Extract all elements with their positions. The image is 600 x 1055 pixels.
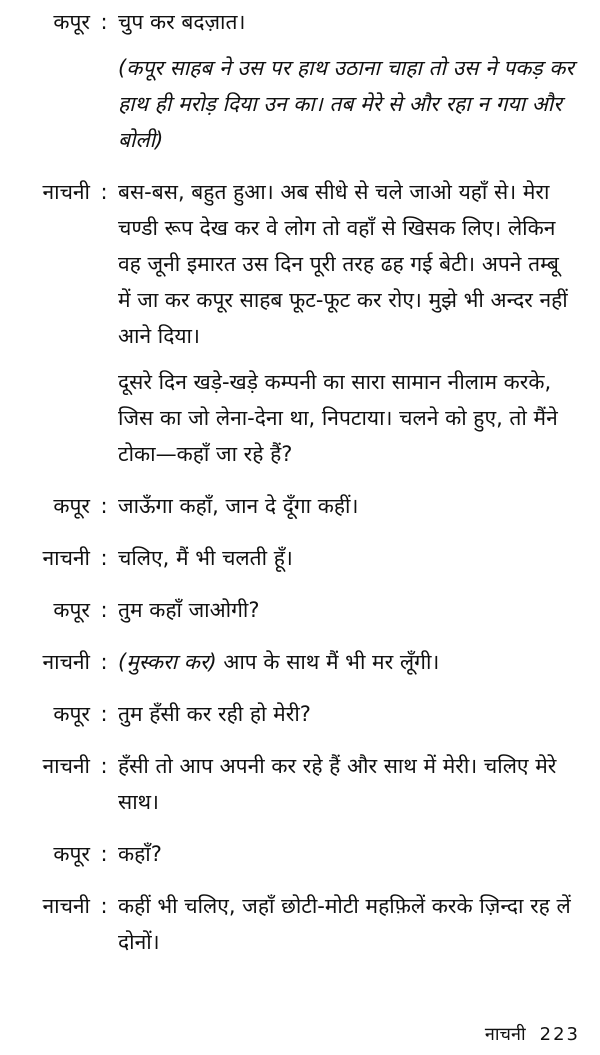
speech-paragraph: कहाँ? — [118, 842, 162, 866]
speech-paragraph: तुम कहाँ जाओगी? — [118, 598, 260, 622]
speaker-separator: : — [100, 494, 108, 518]
speech-text: आप के साथ मैं भी मर लूँगी। — [216, 650, 440, 674]
speaker-name: नाचनी — [42, 754, 90, 778]
dialogue-entry — [0, 696, 600, 732]
dialogue-entry — [0, 540, 600, 576]
speaker-separator: : — [100, 180, 108, 204]
speaker-separator: : — [100, 754, 108, 778]
speaker-separator: : — [100, 842, 108, 866]
speaker-separator: : — [100, 702, 108, 726]
speech-block — [118, 644, 578, 680]
speech-block — [118, 836, 578, 872]
dialogue-entry — [0, 888, 600, 960]
speaker-name: कपूर — [53, 598, 90, 622]
stage-direction: (कपूर साहब ने उस पर हाथ उठाना चाहा तो उस ने पकड़ कर हाथ ही मरोड़ दिया उन का। तब मेरे से और रहा न गया और बोली) — [118, 56, 574, 152]
dialogue-entry — [0, 644, 600, 680]
speech-paragraph: जाऊँगा कहाँ, जान दे दूँगा कहीं। — [118, 494, 359, 518]
speaker-name: नाचनी — [42, 180, 90, 204]
speaker-separator: : — [100, 650, 108, 674]
running-title: नाचनी — [484, 1024, 526, 1045]
speech-block — [118, 592, 578, 628]
speech-block — [118, 748, 578, 820]
speech-paragraph: कहीं भी चलिए, जहाँ छोटी-मोटी महफ़िलें करके ज़िन्दा रह लें दोनों। — [118, 894, 571, 954]
speaker-separator: : — [100, 598, 108, 622]
speaker-name: कपूर — [53, 494, 90, 518]
speaker-name: कपूर — [53, 10, 90, 34]
page-number: 223 — [539, 1024, 580, 1045]
speech-paragraph: चलिए, मैं भी चलती हूँ। — [118, 546, 293, 570]
speech-paragraph: दूसरे दिन खड़े-खड़े कम्पनी का सारा सामान नीलाम करके, जिस का जो लेना-देना था, निपटाया। चलने को हुए, तो मैंने टोका—कहाँ जा रहे हैं? — [118, 370, 558, 466]
speech-block — [118, 488, 578, 524]
speech-paragraph: तुम हँसी कर रही हो मेरी? — [118, 702, 311, 726]
speaker-name: नाचनी — [42, 546, 90, 570]
dialogue-entry — [0, 592, 600, 628]
dialogue-entry — [0, 174, 600, 472]
dialogue-entry — [0, 836, 600, 872]
speech-block — [118, 4, 578, 158]
speech-block — [118, 888, 578, 960]
speaker-name: नाचनी — [42, 650, 90, 674]
speech-paragraph — [118, 644, 578, 680]
dialogue-entry — [0, 4, 600, 158]
speech-paragraph: बस-बस, बहुत हुआ। अब सीधे से चले जाओ यहाँ से। मेरा चण्डी रूप देख कर वे लोग तो वहाँ से खिसक लिए। लेकिन वह जूनी इमारत उस दिन पूरी तरह ढह गई बेटी। अपने तम्बू में जा कर कपूर साहब फूट-फूट कर रोए। मुझे भी अन्दर नहीं आने दिया। — [118, 180, 568, 348]
speech-block — [118, 540, 578, 576]
dialogue-entry — [0, 748, 600, 820]
speech-block — [118, 696, 578, 732]
speech-block — [118, 174, 578, 472]
speaker-separator: : — [100, 894, 108, 918]
speaker-separator: : — [100, 546, 108, 570]
speech-paragraph: हँसी तो आप अपनी कर रहे हैं और साथ में मेरी। चलिए मेरे साथ। — [118, 754, 557, 814]
speaker-separator: : — [100, 10, 108, 34]
dialogue-entry — [0, 488, 600, 524]
inline-stage-direction: (मुस्करा कर) — [118, 650, 217, 674]
speech-paragraph: चुप कर बदज़ात। — [118, 10, 246, 34]
speaker-name: कपूर — [53, 702, 90, 726]
page-footer — [485, 1023, 580, 1047]
speaker-name: नाचनी — [42, 894, 90, 918]
speaker-name: कपूर — [53, 842, 90, 866]
